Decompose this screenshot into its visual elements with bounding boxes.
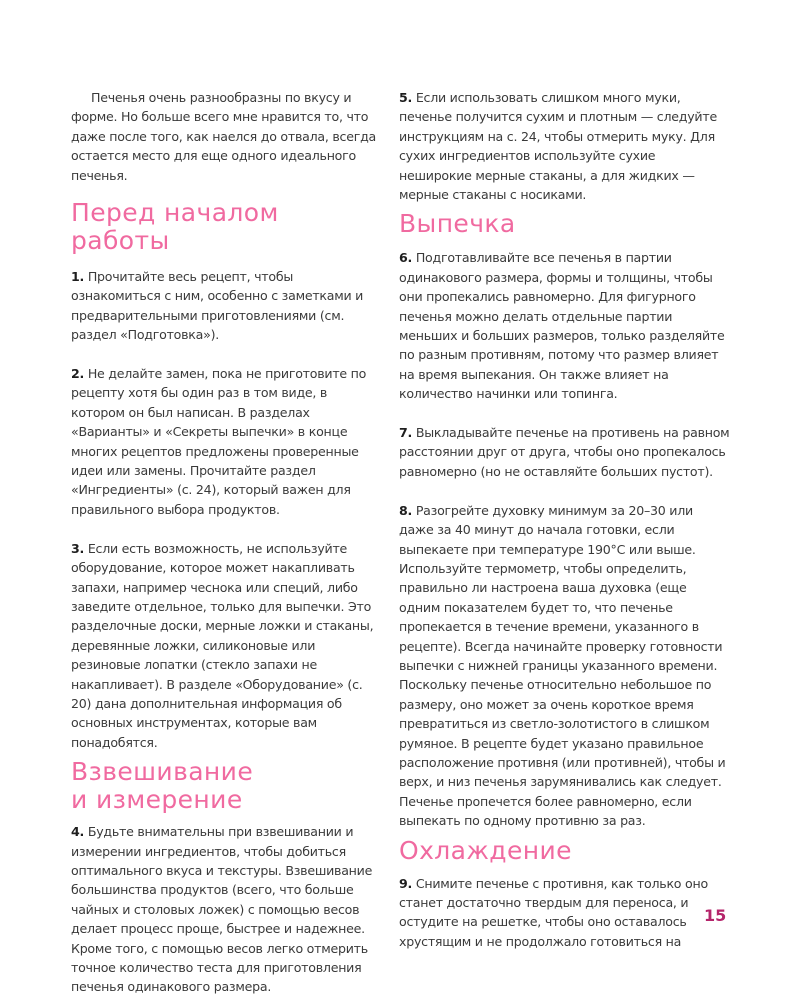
item-2 — [71, 364, 377, 519]
item-4 — [71, 822, 377, 997]
item-text: Выкладывайте печенье на противень на равном расстоянии друг от друга, чтобы оно пропекалось равномерно (но не оставляйте больших пустот). — [399, 425, 730, 479]
item-9 — [399, 874, 731, 952]
item-number: 1. — [71, 269, 85, 285]
item-number: 4. — [71, 824, 85, 840]
item-text: Подготавливайте все печенья в партии одинакового размера, формы и толщины, чтобы они пропекались равномерно. Для фигурного печенья можно делать отдельные партии меньших и больших размеров, только разделяйте по разным противням, потому что размер влияет на время выпекания. Он также влияет на количество начинки или топинга. — [399, 250, 725, 402]
item-number: 6. — [399, 250, 413, 266]
item-6 — [399, 248, 731, 403]
item-number: 2. — [71, 366, 85, 382]
item-text: Разогрейте духовку минимум за 20–30 или даже за 40 минут до начала готовки, если выпекаете при температуре 190°C или выше. Используйте термометр, чтобы определить, правильно ли настроена ваша духовка (еще одним показателем будет то, что печенье пропекается в течение времени, указанного в рецепте). Всегда начинайте проверку готовности выпечки с нижней границы указанного времени. Поскольку печенье относительно небольшое по размеру, оно может за очень короткое время превратиться из светло-золотистого в слишком румяное. В рецепте будет указано правильное расположение противня (или противней), чтобы и верх, и низ печенья зарумянивались как следует. Печенье пропечется более равномерно, если выпекать по одному противню за раз. — [399, 502, 726, 829]
heading-before-start: Перед началом работы — [71, 198, 279, 256]
item-text: Прочитайте весь рецепт, чтобы ознакомиться с ним, особенно с заметками и предварительными приготовлениями (см. раздел «Подготовка»). — [71, 269, 364, 343]
item-number: 8. — [399, 502, 413, 518]
item-text: Будьте внимательны при взвешивании и измерении ингредиентов, чтобы добиться оптимального вкуса и текстуры. Взвешивание большинства продуктов (всего, что больше чайных и столовых ложек) с помощью весов делает процесс проще, быстрее и надежнее. Кроме того, с помощью весов легко отмерить точное количество теста для приготовления печенья одинакового размера. — [71, 824, 373, 995]
item-number: 9. — [399, 875, 413, 891]
heading-baking: Выпечка — [399, 209, 516, 239]
item-7 — [399, 423, 731, 481]
item-1 — [71, 267, 377, 345]
item-5 — [399, 88, 731, 204]
item-text: Снимите печенье с противня, как только оно станет достаточно твердым для переноса, и остудите на решетке, чтобы оно оставалось хрустящим и не продолжало готовиться на — [399, 875, 708, 949]
heading-line-2: и измерение — [71, 785, 243, 815]
item-text: Если есть возможность, не используйте оборудование, которое может накапливать запахи, например чеснока или специй, либо заведите отдельное, только для выпечки. Это разделочные доски, мерные ложки и стаканы, деревянные ложки, силиконовые или резиновые лопатки (стекло запахи не накапливает). В разделе «Оборудование» (с. 20) дана дополнительная информация об основных инструментах, которые вам понадобятся. — [71, 540, 374, 750]
item-text: Не делайте замен, пока не приготовите по рецепту хотя бы один раз в том виде, в котором он был написан. В разделах «Варианты» и «Секреты выпечки» в конце многих рецептов предложены проверенные идеи или замены. Прочитайте раздел «Ингредиенты» (с. 24), который важен для правильного выбора продуктов. — [71, 366, 367, 517]
left-column — [71, 88, 377, 997]
item-number: 3. — [71, 540, 85, 556]
intro-paragraph: Печенья очень разнообразны по вкусу и форме. Но больше всего мне нравится то, что даже после того, как наелся до отвала, всегда остается место для еще одного идеального печенья. — [71, 90, 376, 183]
heading-weighing — [71, 758, 377, 814]
item-number: 5. — [399, 90, 413, 105]
right-column — [399, 88, 731, 951]
item-3 — [71, 539, 377, 752]
heading-line-1: Взвешивание — [71, 757, 254, 787]
item-8 — [399, 501, 731, 831]
heading-cooling: Охлаждение — [399, 835, 572, 865]
item-text: Если использовать слишком много муки, печенье получится сухим и плотным — следуйте инструкциям на с. 24, чтобы отмерить муку. Для сухих ингредиентов используйте сухие неширокие мерные стаканы, а для жидких — мерные стаканы с носиками. — [399, 90, 717, 203]
page-number: 15 — [704, 906, 727, 925]
item-number: 7. — [399, 425, 413, 441]
